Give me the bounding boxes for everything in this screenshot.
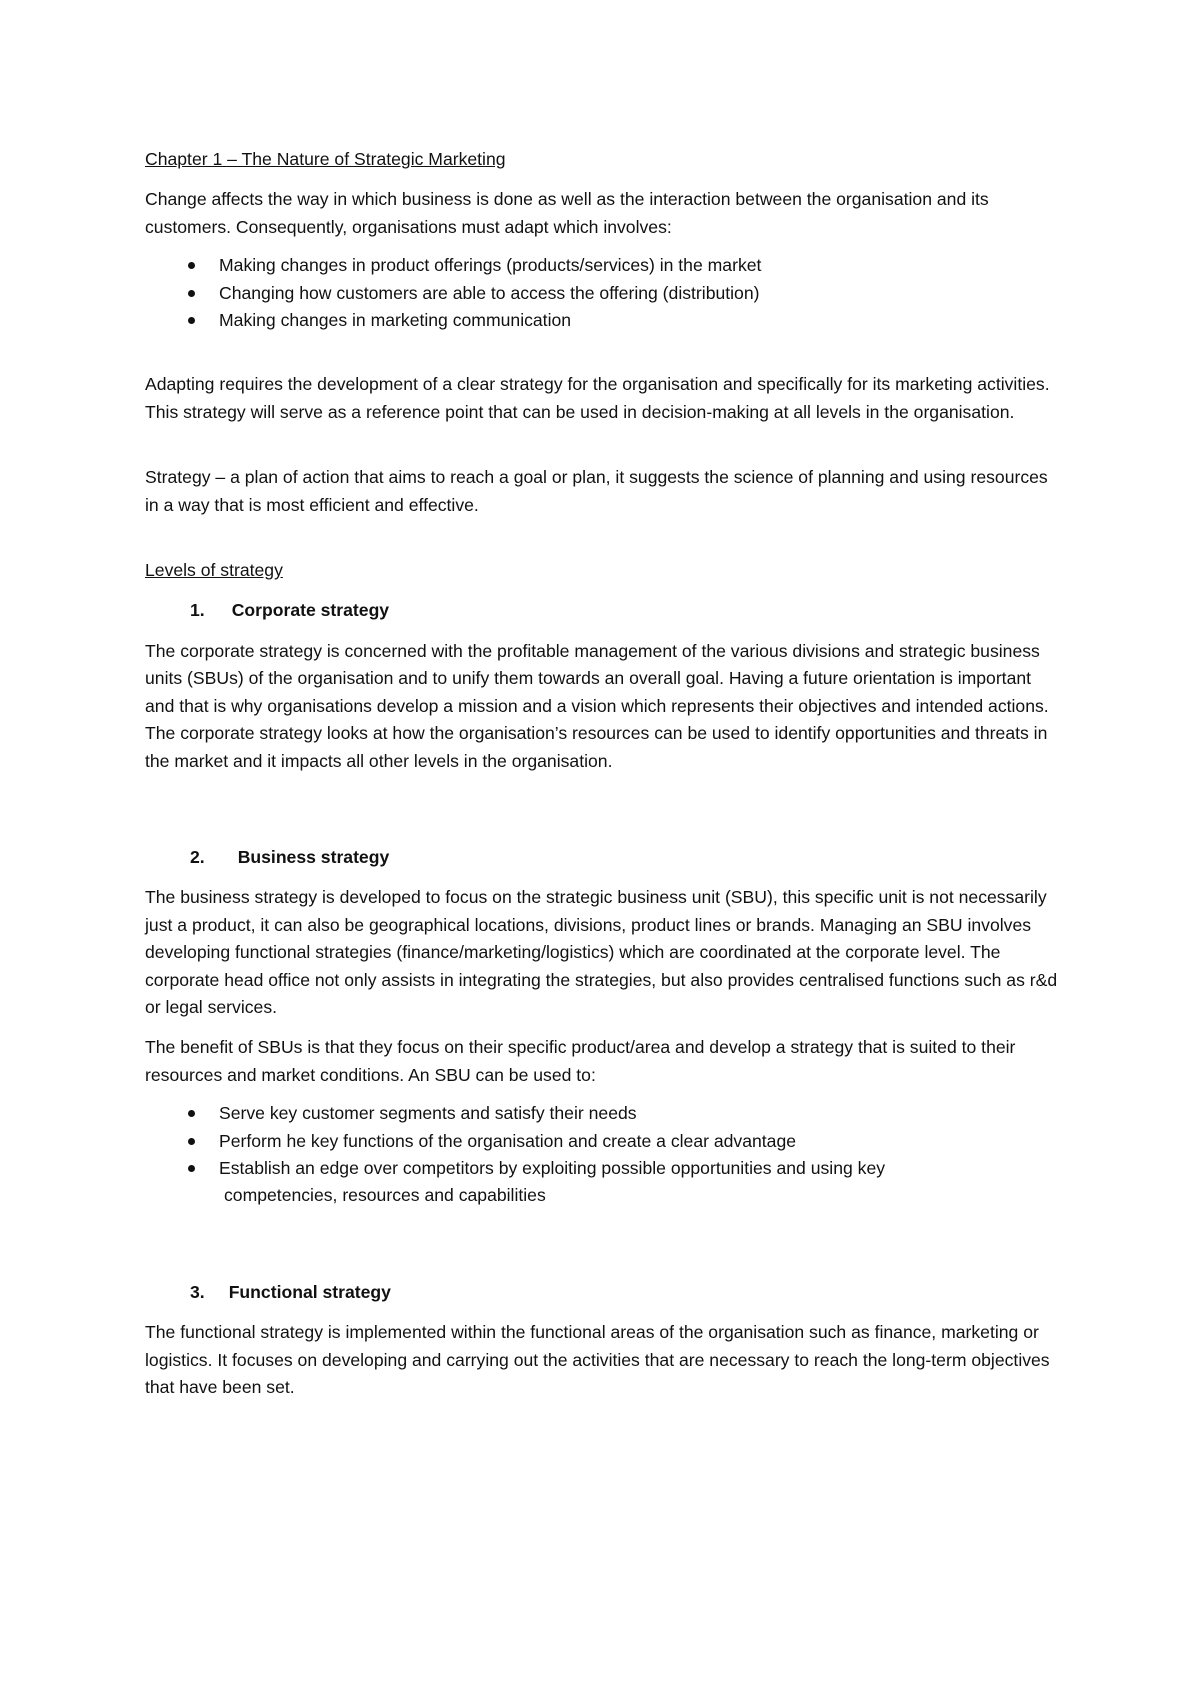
adapt-bullet-list [145, 252, 1065, 334]
functional-strategy-paragraph: The functional strategy is implemented within the functional areas of the organisation such as finance, marketing or logistics. It focuses on developing and carrying out the activities that are necessary to reach the long-term objectives that have been set. [145, 1322, 1050, 1397]
bullet-icon [188, 262, 195, 269]
sbu-benefit-paragraph: The benefit of SBUs is that they focus on their specific product/area and develop a strategy that is suited to their resources and market conditions. An SBU can be used to: [145, 1037, 1016, 1085]
list-item: Changing how customers are able to access the offering (distribution) [145, 280, 1065, 307]
bullet-icon [188, 290, 195, 297]
corporate-strategy-paragraph: The corporate strategy is concerned with the profitable management of the various divisions and strategic business units (SBUs) of the organisation and to unify them towards an overall goal. Having a future orientation is important and that is why organisations develop a mission and a vision which represents their objectives and intended actions. The corporate strategy looks at how the organisation’s resources can be used to identify opportunities and threats in the market and it impacts all other levels in the organisation. [145, 640, 1049, 771]
corporate-strategy-heading: 1. Corporate strategy [190, 600, 390, 621]
functional-strategy-heading: 3. Functional strategy [190, 1281, 391, 1302]
bullet-icon [188, 1110, 195, 1117]
intro-paragraph: Change affects the way in which business is done as well as the interaction between the organisation and its customers. Consequently, organisations must adapt which involves: [145, 189, 989, 237]
levels-heading: Levels of strategy [145, 560, 283, 581]
adapting-paragraph: Adapting requires the development of a clear strategy for the organisation and specifically for its marketing activities. This strategy will serve as a reference point that can be used in decision-making at all levels in the organisation. [145, 374, 1050, 422]
business-strategy-heading: 2. Business strategy [190, 846, 390, 867]
list-item: Perform he key functions of the organisation and create a clear advantage [145, 1128, 1065, 1155]
business-strategy-paragraph: The business strategy is developed to focus on the strategic business unit (SBU), this specific unit is not necessarily just a product, it can also be geographical locations, divisions, product lines or brands. Managing an SBU involves developing functional strategies (finance/marketing/logistics) which are coordinated at the corporate level. The corporate head office not only assists in integrating the strategies, but also provides centralised functions such as r&d or legal services. [145, 887, 1058, 1017]
list-item: Making changes in product offerings (products/services) in the market [145, 252, 1065, 279]
bullet-icon [188, 317, 195, 324]
sbu-bullet-list [145, 1100, 1065, 1210]
strategy-definition: Strategy – a plan of action that aims to reach a goal or plan, it suggests the science of planning and using resources in a way that is most efficient and effective. [145, 467, 1048, 515]
list-item: Establish an edge over competitors by exploiting possible opportunities and using key competencies, resources and capabilities [145, 1155, 1065, 1210]
chapter-title: Chapter 1 – The Nature of Strategic Marketing [145, 149, 506, 169]
list-item: Making changes in marketing communication [145, 307, 1065, 334]
bullet-icon [188, 1165, 195, 1172]
document-body [145, 146, 1065, 1401]
bullet-icon [188, 1138, 195, 1145]
list-item: Serve key customer segments and satisfy their needs [145, 1100, 1065, 1127]
